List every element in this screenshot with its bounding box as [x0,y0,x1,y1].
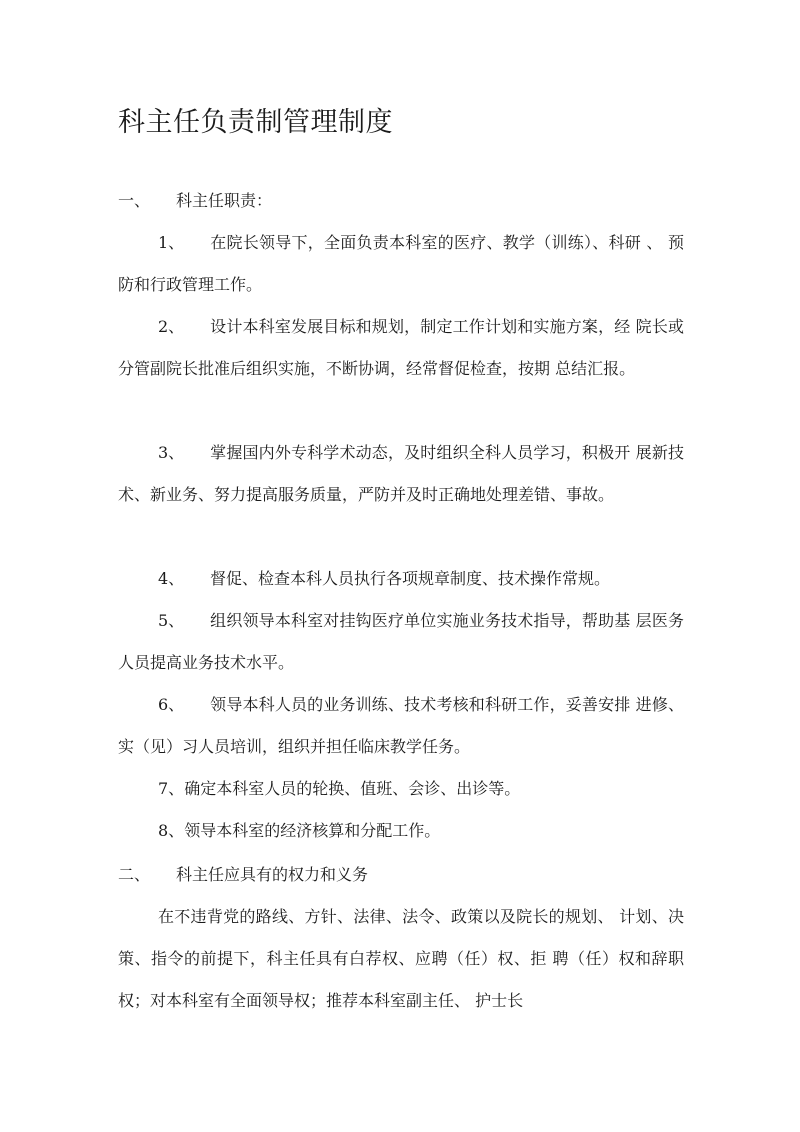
item-text: 督促、检查本科人员执行各项规章制度、技术操作常规。 [210,569,611,588]
item-number: 2、 [158,317,185,336]
item-text: 领导本科室的经济核算和分配工作。 [184,821,441,840]
item-text: 领导本科人员的业务训练、技术考核和科研工作，妥善安排 进修、实（见）习人员培训，组织并担任临床教学任务。 [118,695,684,756]
list-item [118,558,684,600]
section-number: 二、 [118,865,151,884]
item-number: 6、 [158,695,185,714]
item-number: 1、 [158,233,185,252]
list-item [118,600,684,684]
document-title: 科主任负责制管理制度 [118,107,393,138]
item-text: 掌握国内外专科学术动态，及时组织全科人员学习，积极开 展新技术、新业务、努力提高服务质量，严防并及时正确地处理差错、事故。 [118,443,684,504]
list-item [118,306,684,390]
list-item [118,768,684,810]
item-text: 设计本科室发展目标和规划，制定工作计划和实施方案，经 院长或分管副院长批准后组织实施，不断协调，经常督促检查，按期 总结汇报。 [118,317,684,378]
section-heading-1 [118,188,272,211]
item-number: 4、 [158,569,185,588]
section-number: 一、 [118,191,151,210]
item-text: 确定本科室人员的轮换、值班、会诊、出诊等。 [184,779,521,798]
item-number: 7、 [158,779,185,798]
item-number: 5、 [158,611,185,630]
item-number: 8、 [158,821,185,840]
list-item [118,810,684,852]
item-text: 在院长领导下，全面负责本科室的医疗、教学（训练）、科研 、 预防和行政管理工作。 [118,233,684,294]
list-item [118,432,684,516]
item-number: 3、 [158,443,185,462]
section-heading-text: 科主任应具有的权力和义务 [176,865,369,884]
list-item [118,684,684,768]
section-heading-text: 科主任职责： [176,191,273,210]
section-heading-2 [118,862,368,885]
section-paragraph: 在不违背党的路线、方针、法律、法令、政策以及院长的规划、 计划、决策、指令的前提下，科主任具有白荐权、应聘（任）权、拒 聘（任）权和辞职权；对本科室有全面领导权；推荐本科室副主任、 护士长 [118,907,684,1010]
item-text: 组织领导本科室对挂钩医疗单位实施业务技术指导，帮助基 层医务人员提高业务技术水平。 [118,611,684,672]
list-item [118,222,684,306]
